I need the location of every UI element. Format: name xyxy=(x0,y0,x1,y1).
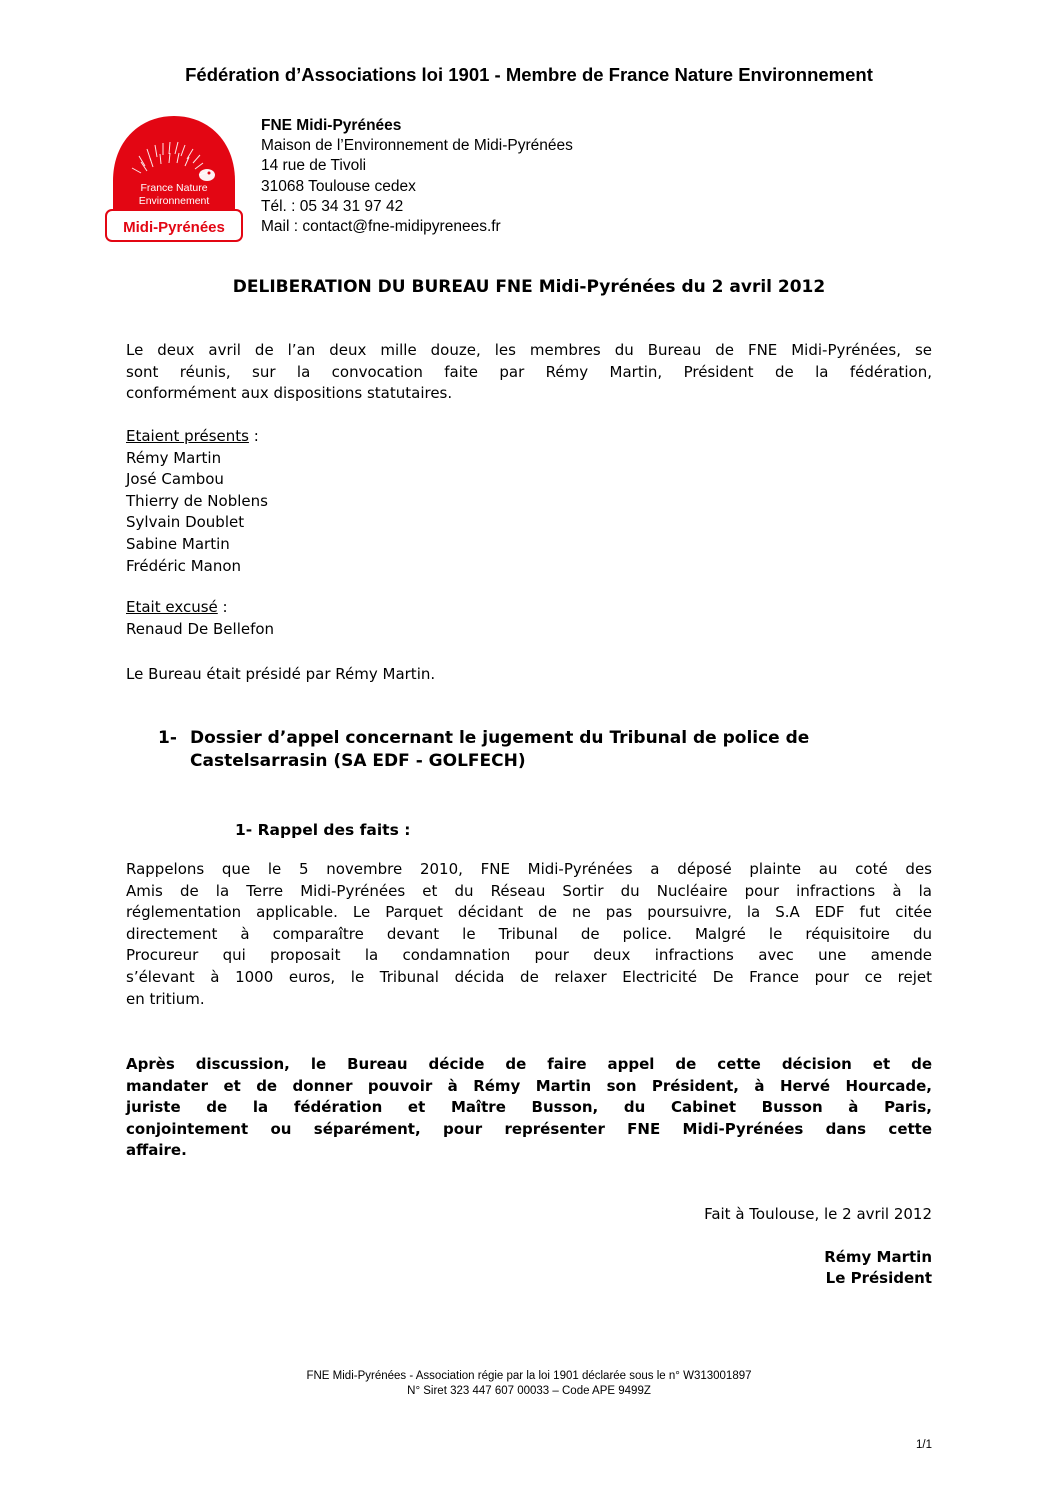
intro-line: Le deux avril de l’an deux mille douze, les membres du Bureau de FNE Midi-Pyrénées, se xyxy=(126,341,932,359)
signatory-role: Le Président xyxy=(825,1269,932,1287)
intro-paragraph xyxy=(126,340,932,405)
subsection-heading: 1- Rappel des faits : xyxy=(235,821,411,839)
section-1-heading xyxy=(158,727,809,773)
footer-line: FNE Midi-Pyrénées - Association régie par la loi 1901 déclarée sous le n° W313001897 xyxy=(306,1370,752,1382)
logo-line1: France Nature xyxy=(140,182,208,194)
present-name: Frédéric Manon xyxy=(126,556,242,575)
logo-line2: Environnement xyxy=(138,195,210,207)
present-name: Rémy Martin xyxy=(126,448,222,467)
facts-paragraph xyxy=(126,859,932,1010)
fne-logo xyxy=(105,111,243,244)
footer-line: N° Siret 323 447 607 00033 – Code APE 9499Z xyxy=(407,1385,651,1397)
federation-header: Fédération d’Associations loi 1901 - Membre de France Nature Environnement xyxy=(185,64,873,85)
facts-line: Procureur qui proposait la condamnation pour deux infractions avec une amende xyxy=(126,946,932,965)
present-name: Thierry de Noblens xyxy=(126,491,268,510)
presided-line: Le Bureau était présidé par Rémy Martin. xyxy=(126,665,436,683)
facts-line: réglementation applicable. Le Parquet décidant de ne pas poursuivre, la S.A EDF fut citée xyxy=(126,903,932,922)
facts-line: en tritium. xyxy=(126,989,205,1008)
contact-org: FNE Midi-Pyrénées xyxy=(261,117,402,134)
present-name: Sylvain Doublet xyxy=(126,513,245,532)
present-list xyxy=(126,426,932,577)
contact-mail: Mail : contact@fne-midipyrenees.fr xyxy=(261,218,501,236)
present-name: José Cambou xyxy=(126,470,224,489)
page-number: 1/1 xyxy=(916,1439,932,1451)
facts-line: Rappelons que le 5 novembre 2010, FNE Midi-Pyrénées a déposé plainte au coté des xyxy=(126,860,932,878)
excused-suffix: : xyxy=(217,598,228,616)
excused-label: Etait excusé xyxy=(126,598,218,616)
intro-line: sont réunis, sur la convocation faite par Rémy Martin, Président de la fédération, xyxy=(126,362,932,381)
contact-phone: Tél. : 05 34 31 97 42 xyxy=(261,197,404,215)
decision-line: affaire. xyxy=(126,1141,187,1160)
facts-line: Amis de la Terre Midi-Pyrénées et du Réseau Sortir du Nucléaire pour infractions à la xyxy=(126,881,932,900)
section-line: Castelsarrasin (SA EDF - GOLFECH) xyxy=(190,751,526,771)
facts-line: directement à comparaître devant le Tribunal de police. Malgré le réquisitoire du xyxy=(126,924,932,943)
section-number: 1- xyxy=(158,728,177,748)
present-label: Etaient présents xyxy=(126,427,249,445)
logo-region: Midi-Pyrénées xyxy=(123,219,225,236)
contact-line-2: 14 rue de Tivoli xyxy=(261,157,367,175)
decision-line: conjointement ou séparément, pour représenter FNE Midi-Pyrénées dans cette xyxy=(126,1119,932,1138)
excused-name: Renaud De Bellefon xyxy=(126,619,275,638)
present-name: Sabine Martin xyxy=(126,534,230,553)
contact-block xyxy=(261,116,573,237)
intro-line: conformément aux dispositions statutaires. xyxy=(126,384,453,403)
document-title: DELIBERATION DU BUREAU FNE Midi-Pyrénées du 2 avril 2012 xyxy=(232,277,826,297)
decision-line: Après discussion, le Bureau décide de faire appel de cette décision et de xyxy=(126,1055,932,1073)
decision-line: juriste de la fédération et Maître Busson, du Cabinet Busson à Paris, xyxy=(126,1098,932,1117)
signatory-name: Rémy Martin xyxy=(824,1248,932,1266)
decision-line: mandater et de donner pouvoir à Rémy Martin son Président, à Hervé Hourcade, xyxy=(126,1076,932,1095)
footer xyxy=(0,1369,1058,1399)
facts-line: s’élevant à 1000 euros, le Tribunal décida de relaxer Electricité De France pour ce rejet xyxy=(126,967,932,986)
contact-line-3: 31068 Toulouse cedex xyxy=(261,177,416,195)
contact-line-1: Maison de l’Environnement de Midi-Pyrénées xyxy=(261,137,573,155)
excused-block xyxy=(126,597,932,640)
present-suffix: : xyxy=(248,427,259,445)
place-date: Fait à Toulouse, le 2 avril 2012 xyxy=(704,1205,932,1223)
decision-paragraph xyxy=(126,1054,932,1162)
section-line: Dossier d’appel concernant le jugement du Tribunal de police de xyxy=(190,728,810,748)
